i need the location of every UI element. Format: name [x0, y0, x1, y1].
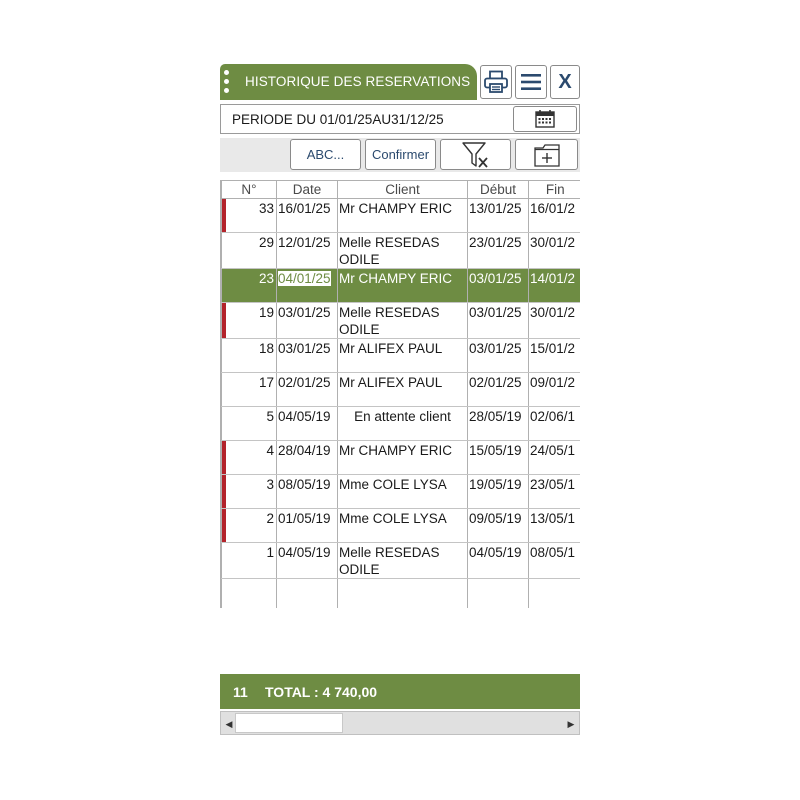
cell-debut — [468, 543, 529, 579]
column-header-num[interactable]: N° — [222, 181, 277, 199]
cell-debut — [468, 199, 529, 233]
window-title: HISTORIQUE DES RESERVATIONS — [245, 74, 471, 89]
cell-date-text: 02/01/25 — [278, 375, 331, 390]
cell-client-text: Mme COLE LYSA — [339, 511, 447, 526]
cell-debut — [468, 509, 529, 543]
cell-num — [222, 303, 277, 339]
cell-debut-text: 19/05/19 — [469, 477, 522, 492]
cell-date — [277, 441, 338, 475]
record-count: 11 — [233, 684, 248, 700]
filter-clear-icon — [461, 141, 491, 169]
total-bar — [220, 674, 580, 709]
cell-client-text: Mr CHAMPY ERIC — [339, 443, 453, 458]
cell-num-text: 4 — [266, 443, 274, 458]
cell-debut-text: 03/01/25 — [469, 271, 522, 286]
table-row[interactable] — [222, 303, 581, 339]
title-bar — [220, 64, 477, 100]
cell-num — [222, 407, 277, 441]
cell-num — [222, 233, 277, 269]
cell-num — [222, 269, 277, 303]
cell-num — [222, 373, 277, 407]
cell-client — [338, 303, 468, 339]
cell-empty — [277, 579, 338, 609]
cell-fin — [529, 407, 581, 441]
cell-num-text: 1 — [266, 545, 274, 560]
cell-num-text: 23 — [258, 271, 274, 286]
cell-debut — [468, 269, 529, 303]
calendar-icon — [534, 109, 556, 129]
cell-fin — [529, 199, 581, 233]
cell-debut — [468, 339, 529, 373]
action-bar — [220, 138, 580, 172]
reservations-table — [220, 180, 580, 608]
cell-num-text: 3 — [266, 477, 274, 492]
cell-date-text: 28/04/19 — [278, 443, 331, 458]
cell-debut — [468, 373, 529, 407]
menu-button[interactable] — [515, 65, 547, 99]
cell-fin-text: 15/01/2 — [530, 341, 576, 356]
cell-debut — [468, 233, 529, 269]
cell-debut-text: 03/01/25 — [469, 341, 522, 356]
column-header-date[interactable]: Date — [277, 181, 338, 199]
cell-num-text: 19 — [258, 305, 274, 320]
scroll-right-arrow-icon[interactable]: ▶ — [567, 718, 575, 729]
cell-num — [222, 509, 277, 543]
cell-num-text: 33 — [258, 201, 274, 216]
cell-client — [338, 233, 468, 269]
calendar-button[interactable] — [513, 106, 577, 132]
table-row[interactable] — [222, 373, 581, 407]
cell-debut — [468, 303, 529, 339]
confirm-button[interactable]: Confirmer — [365, 139, 436, 170]
cell-num — [222, 199, 277, 233]
cell-num — [222, 441, 277, 475]
cell-date — [277, 373, 338, 407]
cell-empty — [529, 579, 581, 609]
hamburger-menu-icon — [520, 72, 542, 92]
cell-client — [338, 407, 468, 441]
cell-fin — [529, 269, 581, 303]
menu-dots-icon[interactable] — [224, 70, 230, 94]
scrollbar-thumb[interactable] — [235, 713, 343, 733]
cell-debut-text: 09/05/19 — [469, 511, 522, 526]
cell-date-text: 04/01/25 — [278, 271, 331, 286]
total-amount: TOTAL : 4 740,00 — [265, 684, 378, 700]
cell-fin-text: 23/05/1 — [530, 477, 576, 492]
cell-date-text: 03/01/25 — [278, 341, 331, 356]
print-button[interactable] — [480, 65, 512, 99]
cell-date — [277, 233, 338, 269]
cell-debut — [468, 441, 529, 475]
cell-date-text: 08/05/19 — [278, 477, 331, 492]
cell-date — [277, 407, 338, 441]
column-header-client[interactable]: Client — [338, 181, 468, 199]
cell-fin-text: 30/01/2 — [530, 305, 576, 320]
cell-fin — [529, 339, 581, 373]
table-row[interactable] — [222, 199, 581, 233]
add-reservation-button[interactable] — [515, 139, 578, 170]
cell-fin — [529, 475, 581, 509]
scroll-left-arrow-icon[interactable]: ◀ — [225, 718, 233, 729]
cell-debut — [468, 475, 529, 509]
cell-client-text: Mr ALIFEX PAUL — [339, 341, 443, 356]
column-header-fin[interactable]: Fin — [529, 181, 581, 199]
cell-client — [338, 269, 468, 303]
cell-client — [338, 543, 468, 579]
cell-date — [277, 543, 338, 579]
cell-date-text: 03/01/25 — [278, 305, 331, 320]
table-row[interactable] — [222, 543, 581, 579]
cell-num-text: 29 — [258, 235, 274, 250]
cell-date — [277, 339, 338, 373]
cell-client — [338, 475, 468, 509]
cell-fin-text: 16/01/2 — [530, 201, 576, 216]
cell-fin-text: 14/01/2 — [530, 271, 576, 286]
cell-debut-text: 28/05/19 — [469, 409, 522, 424]
printer-icon — [483, 70, 509, 94]
cell-debut-text: 23/01/25 — [469, 235, 522, 250]
cell-num — [222, 543, 277, 579]
cell-empty — [338, 579, 468, 609]
cell-date-text: 04/05/19 — [278, 409, 331, 424]
cell-client-text: Mme COLE LYSA — [339, 477, 447, 492]
cell-date-text: 01/05/19 — [278, 511, 331, 526]
cell-debut-text: 13/01/25 — [469, 201, 522, 216]
cell-date — [277, 199, 338, 233]
table-row[interactable] — [222, 407, 581, 441]
table-row[interactable] — [222, 339, 581, 373]
cell-fin — [529, 543, 581, 579]
cell-fin-text: 09/01/2 — [530, 375, 576, 390]
cell-fin-text: 24/05/1 — [530, 443, 576, 458]
abc-search-button[interactable]: ABC... — [290, 139, 361, 170]
cell-client — [338, 441, 468, 475]
table-row[interactable] — [222, 475, 581, 509]
cell-debut-text: 02/01/25 — [469, 375, 522, 390]
cell-fin-text: 02/06/1 — [530, 409, 576, 424]
cell-date-text: 12/01/25 — [278, 235, 331, 250]
cell-client-text: Melle RESEDAS ODILE — [339, 545, 440, 577]
cell-empty — [222, 579, 277, 609]
cell-date — [277, 509, 338, 543]
cell-client — [338, 199, 468, 233]
cell-fin — [529, 441, 581, 475]
cell-num — [222, 339, 277, 373]
cell-num-text: 18 — [258, 341, 274, 356]
cell-debut-text: 04/05/19 — [469, 545, 522, 560]
cell-num-text: 2 — [266, 511, 274, 526]
cell-num-text: 5 — [266, 409, 274, 424]
close-icon: X — [558, 70, 572, 93]
cell-client — [338, 339, 468, 373]
cell-date — [277, 269, 338, 303]
cell-num-text: 17 — [258, 375, 274, 390]
cell-fin — [529, 303, 581, 339]
table-header — [222, 181, 581, 199]
cell-client-text: Mr CHAMPY ERIC — [339, 201, 453, 216]
cell-client-text: Mr CHAMPY ERIC — [339, 271, 453, 286]
cell-fin — [529, 509, 581, 543]
period-text: PERIODE DU 01/01/25AU31/12/25 — [232, 112, 444, 127]
reservation-history-window — [220, 64, 580, 736]
cell-fin — [529, 233, 581, 269]
cell-client-text: Melle RESEDAS ODILE — [339, 235, 440, 267]
cell-num — [222, 475, 277, 509]
cell-client-text: Mr ALIFEX PAUL — [339, 375, 443, 390]
add-folder-icon — [533, 142, 561, 168]
cell-date-text: 16/01/25 — [278, 201, 331, 216]
horizontal-scrollbar[interactable] — [220, 711, 580, 735]
cell-fin-text: 13/05/1 — [530, 511, 576, 526]
cell-date — [277, 303, 338, 339]
cell-debut — [468, 407, 529, 441]
table-row[interactable] — [222, 441, 581, 475]
cell-date — [277, 475, 338, 509]
column-header-debut[interactable]: Début — [468, 181, 529, 199]
cell-debut-text: 15/05/19 — [469, 443, 522, 458]
table-row[interactable] — [222, 233, 581, 269]
table-row[interactable] — [222, 509, 581, 543]
table-row-empty — [222, 579, 581, 609]
cell-empty — [468, 579, 529, 609]
cell-client — [338, 373, 468, 407]
table-row[interactable] — [222, 269, 581, 303]
cell-client — [338, 509, 468, 543]
cell-client-text: Melle RESEDAS ODILE — [339, 305, 440, 337]
cell-client-text: En attente client — [354, 409, 451, 424]
cell-fin-text: 30/01/2 — [530, 235, 576, 250]
cell-debut-text: 03/01/25 — [469, 305, 522, 320]
cell-fin-text: 08/05/1 — [530, 545, 576, 560]
clear-filter-button[interactable] — [440, 139, 511, 170]
cell-date-text: 04/05/19 — [278, 545, 331, 560]
cell-fin — [529, 373, 581, 407]
close-button[interactable] — [550, 65, 580, 99]
